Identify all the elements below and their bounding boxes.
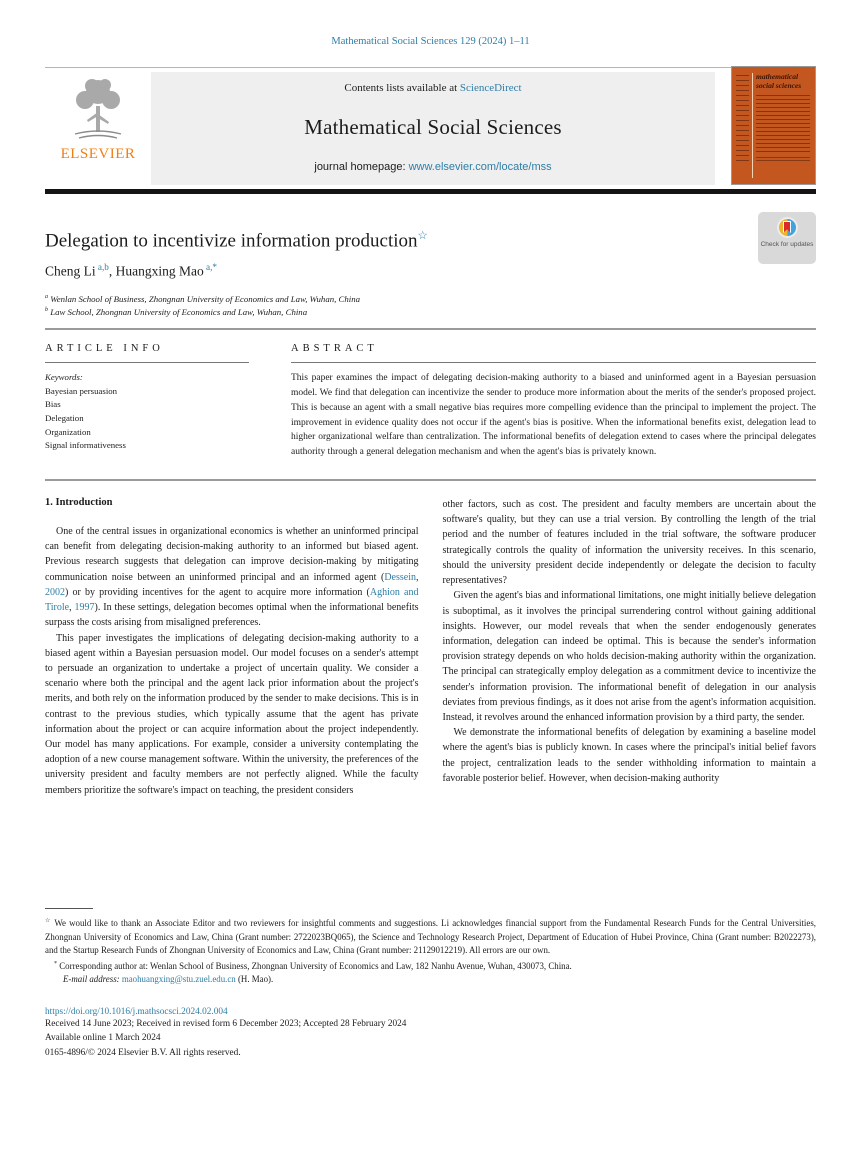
- crossmark-icon: [777, 217, 798, 238]
- email-footnote: [45, 973, 816, 987]
- abstract-column: [291, 343, 816, 460]
- check-badge-label: Check for updates: [760, 241, 814, 248]
- cover-contents-lines: [756, 95, 810, 153]
- text-segment: ) or by providing incentives for the agent to acquire more information (: [65, 586, 370, 598]
- journal-title: Mathematical Social Sciences: [304, 115, 562, 139]
- journal-homepage-line: [314, 161, 551, 173]
- author-huangxing-mao-affiliation-sup[interactable]: a,*: [203, 262, 217, 273]
- corresponding-author-footnote: [45, 958, 816, 974]
- info-abstract-section: [45, 330, 816, 470]
- affiliations: [45, 293, 816, 319]
- affiliation-marker: b: [45, 307, 48, 314]
- text-segment: E-mail address:: [63, 974, 122, 985]
- running-head-citation: Mathematical Social Sciences 129 (2024) 1–11: [331, 36, 530, 47]
- text-segment: (H. Mao).: [235, 974, 274, 985]
- sciencedirect-link[interactable]: ScienceDirect: [459, 82, 522, 94]
- text-segment: Corresponding author at: Wenlan School of Business, Zhongnan University of Economics and Law, 182 Nanhu Avenue, Wuhan, 430073, China.: [57, 960, 572, 971]
- cover-divider-line: [752, 73, 753, 178]
- received-dates: Received 14 June 2023; Received in revised form 6 December 2023; Accepted 28 February 2024: [45, 1018, 407, 1029]
- text-segment: , Huangxing Mao: [108, 263, 204, 279]
- abstract-header: ABSTRACT: [291, 343, 378, 355]
- article-title: [45, 228, 816, 252]
- banner-divider-bar: [45, 189, 816, 194]
- keyword: Bias: [45, 399, 61, 410]
- text-segment: One of the central issues in organizational economics is whether an uninformed principal can benefit from delegating decision-making authority to an informed but biased agent. Previous research suggests that delegation can improve decision-making by mitigating communication noise between an uninformed principal and an informed agent (: [45, 526, 419, 583]
- abstract-rule: [291, 362, 816, 363]
- elsevier-logo[interactable]: [45, 72, 151, 185]
- article-info-rule: [45, 362, 249, 363]
- body-right-column: [443, 497, 817, 798]
- intro-paragraph-3: Given the agent's bias and informational limitations, one might initially believe delegation is suboptimal, as it involves the principal surrendering control without gaining additional insights. However, our model reveals that when the sender endogenously generates information, delegation can indeed be optimal. This is because the sender's information provision strategy depends on who holds decision-making authority within the organization. The principal can strategically employ delegation as a commitment device to incentivize the sender's information provision. The informational benefit of delegation in our analysis deviates from previous findings, as it does not arise from the agent's information acquisition. Instead, it revolves around the enhanced information provision by a third party, the sender.: [442, 590, 816, 723]
- text-segment: Delegation to incentivize information production: [45, 230, 418, 252]
- text-segment: Cheng Li: [45, 263, 96, 279]
- keyword: Bayesian persuasion: [45, 385, 118, 396]
- text-segment: ). In these settings, delegation becomes optimal when the informational benefits surpass the costs arising from misaligned preferences.: [45, 602, 419, 629]
- intro-paragraph-1: [45, 524, 419, 630]
- keywords-label: Keywords:: [45, 372, 83, 383]
- text-segment: We would like to thank an Associate Editor and two reviewers for insightful comments and suggestions. Li acknowledges financial support from the Fundamental Research Funds for the Central Universities, Zhongnan University of Economics and Law, China (Grant number: 2722023BQ065), the Science and Technology Research Project, Department of Education of Hubei Province, China (Grant number: B2022273), and the Startup Research Funds of Zhongnan University of Economics and Law, China (Grant number: 21129012219). All errors are our own.: [45, 917, 817, 956]
- intro-paragraph-2: This paper investigates the implications of delegating decision-making authority to a biased agent within a Bayesian persuasion model. Our model focuses on a sender's attempt to persuade an organization to undertake a project of uncertain quality. We consider a scenario where both the principal and the agent lack prior information about the project's merits, and both rely on the information produced by the sender to make decisions. This is in contrast to the previous studies, which typically assume that the agent has private information about the project or can acquire information about the project independently. Our model has many applications. For example, consider a university contemplating the adoption of a new course management software. Within the university, the preferences of the university president and faculty members are not perfectly aligned. While the faculty members prioritize the software's impact on teaching, the president considers: [45, 632, 419, 796]
- text-segment: ,: [69, 602, 75, 614]
- affiliation-marker: a: [45, 293, 48, 300]
- journal-cover-thumbnail[interactable]: [731, 66, 816, 185]
- affiliation-text: Law School, Zhongnan University of Economics and Law, Wuhan, China: [50, 307, 308, 318]
- elsevier-wordmark: ELSEVIER: [60, 146, 136, 162]
- check-for-updates-badge[interactable]: [758, 212, 816, 264]
- text-segment: journal homepage:: [314, 161, 409, 173]
- journal-homepage-link[interactable]: www.elsevier.com/locate/mss: [408, 161, 552, 173]
- footnote-rule: [45, 908, 93, 909]
- keyword: Organization: [45, 426, 91, 437]
- elsevier-tree-icon: [65, 76, 131, 148]
- keyword: Delegation: [45, 413, 84, 424]
- abstract-text: This paper examines the impact of delegating decision-making authority to a biased and uninformed agent in a Bayesian persuasion model. We find that delegation can incentivize the sender to produce more information about the merits of the sender's proposed project. This is because an agent with a small negative bias requires more compelling evidence than the principal to implement the project. The improvement in evidence quality does not occur if the agent's bias is positive. When the informational benefits exist, delegation lead to higher organizational welfare than centralization. The informational benefits of delegation extend to cases where the principal delegates authority through a general delegation mechanism and when the agent's bias is privately known.: [291, 373, 816, 458]
- affiliation-a: [45, 293, 816, 306]
- author-line: [45, 262, 816, 280]
- cover-footer-lines: [756, 157, 810, 163]
- footnote-area: [45, 908, 816, 1060]
- contents-list-line: [344, 82, 521, 94]
- acknowledgment-footnote: [45, 915, 816, 958]
- cover-journal-title: mathematical social sciences: [756, 72, 802, 90]
- keyword: Signal informativeness: [45, 440, 126, 451]
- affiliation-b: [45, 306, 816, 319]
- doi-link[interactable]: https://doi.org/10.1016/j.mathsocsci.2024.02.004: [45, 1006, 228, 1017]
- journal-banner: [45, 67, 816, 185]
- text-segment: Contents lists available at: [344, 82, 460, 94]
- article-body: [45, 497, 816, 798]
- intro-paragraph-2-continued: other factors, such as cost. The president and faculty members are uncertain about the software's quality, but they can use a trial version. By controlling the length of the trial period and the number of features included in the trial software, the software producer strategically controls the quality of information the university receives. In this scenario, should the university president decide independently or delegate the decision to faculty representatives?: [442, 499, 816, 587]
- cover-spine-text: [736, 75, 749, 161]
- email-link[interactable]: maohuangxing@stu.zuel.edu.cn: [121, 974, 236, 985]
- affiliation-text: Wenlan School of Business, Zhongnan University of Economics and Law, Wuhan, China: [50, 293, 361, 304]
- corresponding-author-marker: *: [54, 960, 58, 967]
- available-online-date: Available online 1 March 2024: [45, 1033, 161, 1044]
- introduction-heading: 1. Introduction: [45, 497, 113, 509]
- footnote-star-marker: ☆: [45, 918, 52, 924]
- text-segment: ,: [416, 571, 419, 583]
- title-footnote-star[interactable]: ☆: [417, 230, 428, 242]
- intro-paragraph-4: We demonstrate the informational benefits of delegation by examining a baseline model where the agent's bias is publicly known. In cases where the principal's initial belief favors the project, centralization leads to the sender withholding information to maintain a favorable posterior belief. However, when decision-making authority: [442, 727, 816, 784]
- citation-dessein-year[interactable]: 2002: [45, 586, 65, 598]
- article-info-column: [45, 343, 249, 460]
- article-info-header: ARTICLE INFO: [45, 343, 164, 355]
- citation-aghion-tirole-year[interactable]: 1997: [74, 602, 95, 614]
- bookmark-icon: [783, 221, 791, 233]
- title-row: [45, 228, 816, 252]
- body-left-column: [45, 497, 419, 798]
- citation-aghion-tirole[interactable]: Aghion and Tirole: [45, 586, 419, 614]
- issn-copyright-line: 0165-4896/© 2024 Elsevier B.V. All rights reserved.: [45, 1047, 241, 1058]
- citation-dessein[interactable]: Dessein: [384, 571, 416, 583]
- journal-banner-center: [151, 72, 715, 185]
- section-divider-rule: [45, 479, 816, 481]
- author-cheng-li-affiliation-sup[interactable]: a,b: [95, 262, 109, 273]
